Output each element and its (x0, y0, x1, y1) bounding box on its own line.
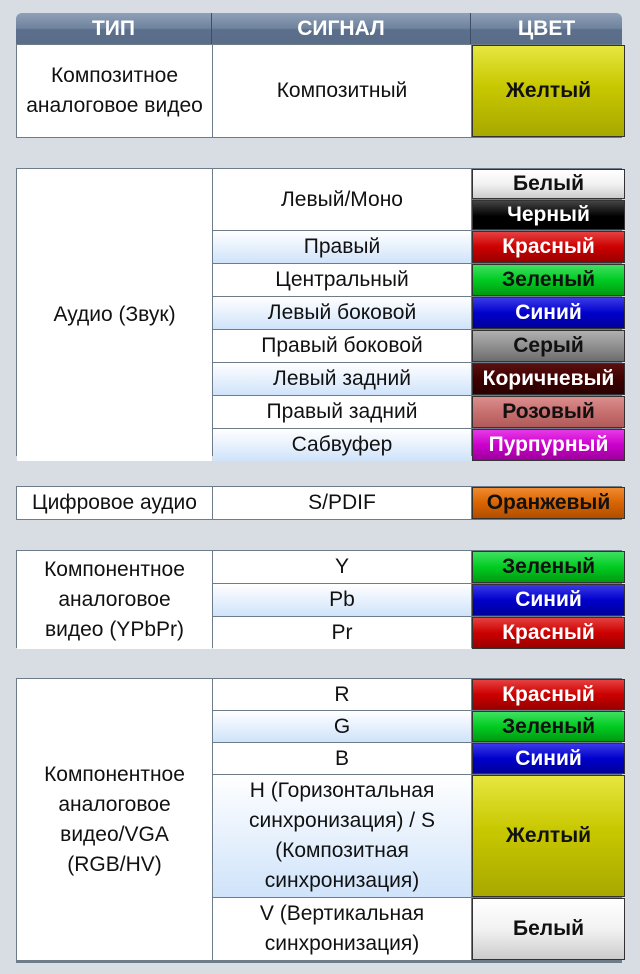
color-cell-blue: Синий (472, 584, 625, 616)
group-composite (16, 44, 622, 138)
header-type: ТИП (16, 13, 212, 45)
color-cell-orange: Оранжевый (472, 487, 625, 519)
color-cell-green: Зеленый (472, 551, 625, 583)
signal-cell: Правый (213, 231, 471, 263)
group-audio (16, 168, 622, 456)
color-cell-red: Красный (472, 617, 625, 649)
signal-cell: Композитный (213, 45, 471, 137)
color-cell-red: Красный (472, 679, 625, 710)
type-cell: Компонентное аналоговое видео (YPbPr) (17, 551, 212, 649)
signal-cell: Pb (213, 584, 471, 616)
color-cell-yellow: Желтый (472, 45, 625, 137)
color-cell-white: Белый (472, 898, 625, 960)
color-cell-yellow: Желтый (472, 775, 625, 897)
color-cell-green: Зеленый (472, 264, 625, 296)
signal-cell: B (213, 743, 471, 774)
color-cell-pink: Розовый (472, 396, 625, 428)
signal-cell: Левый задний (213, 363, 471, 395)
type-cell: Аудио (Звук) (17, 169, 212, 461)
signal-cell: Правый боковой (213, 330, 471, 362)
signal-cell: Y (213, 551, 471, 583)
table-header (16, 13, 622, 45)
type-cell: Компонентное аналоговое видео/VGA (RGB/HV) (17, 679, 212, 960)
type-cell: Цифровое аудио (17, 487, 212, 519)
color-cell-brown: Коричневый (472, 363, 625, 395)
header-signal: СИГНАЛ (212, 13, 471, 45)
signal-cell: R (213, 679, 471, 710)
color-cell-gray: Серый (472, 330, 625, 362)
color-cell-white: Белый (472, 169, 625, 199)
signal-cell: H (Горизонтальная синхронизация) / S (Композитная синхронизация) (213, 775, 471, 897)
color-cell-red: Красный (472, 231, 625, 263)
type-cell: Композитное аналоговое видео (17, 45, 212, 137)
color-cell-blue: Синий (472, 743, 625, 774)
signal-cell: Сабвуфер (213, 429, 471, 461)
signal-cell: V (Вертикальная синхронизация) (213, 898, 471, 960)
group-digital-audio (16, 486, 622, 520)
header-color: ЦВЕТ (471, 13, 622, 45)
signal-cell: Левый боковой (213, 297, 471, 329)
signal-cell: Pr (213, 617, 471, 649)
color-cell-blue: Синий (472, 297, 625, 329)
signal-cell: S/PDIF (213, 487, 471, 519)
group-vga (16, 678, 622, 963)
color-cell-green: Зеленый (472, 711, 625, 742)
group-component (16, 550, 622, 648)
signal-cell: G (213, 711, 471, 742)
color-cell-black: Черный (472, 200, 625, 230)
signal-cell: Левый/Моно (213, 169, 471, 230)
color-cell-purple: Пурпурный (472, 429, 625, 461)
signal-cell: Правый задний (213, 396, 471, 428)
signal-cell: Центральный (213, 264, 471, 296)
